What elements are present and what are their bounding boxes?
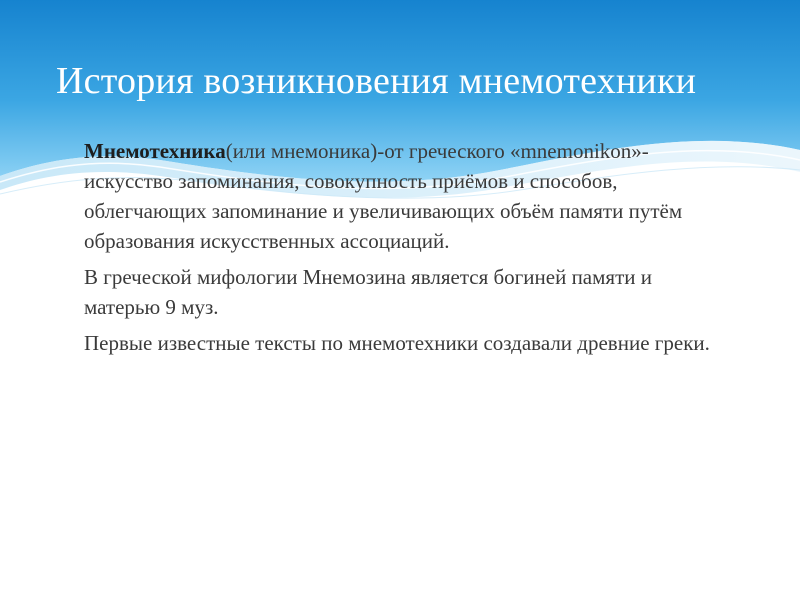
- paragraph-definition: [84, 136, 724, 256]
- paragraph-mythology: В греческой мифологии Мнемозина является богиней памяти и матерью 9 муз.: [84, 265, 652, 319]
- paragraph-history: Первые известные тексты по мнемотехники создавали древние греки.: [84, 331, 710, 355]
- slide-title: История возникновения мнемотехники: [56, 60, 697, 102]
- definition-text: (или мнемоника)-от греческого «mnemonikon»-искусство запоминания, совокупность приёмов и способов, облегчающих запоминание и увеличивающих объём памяти путём образования искусственных ассоциаций.: [84, 139, 683, 253]
- definition-term: Мнемотехника: [84, 139, 226, 163]
- slide-body: [84, 136, 724, 364]
